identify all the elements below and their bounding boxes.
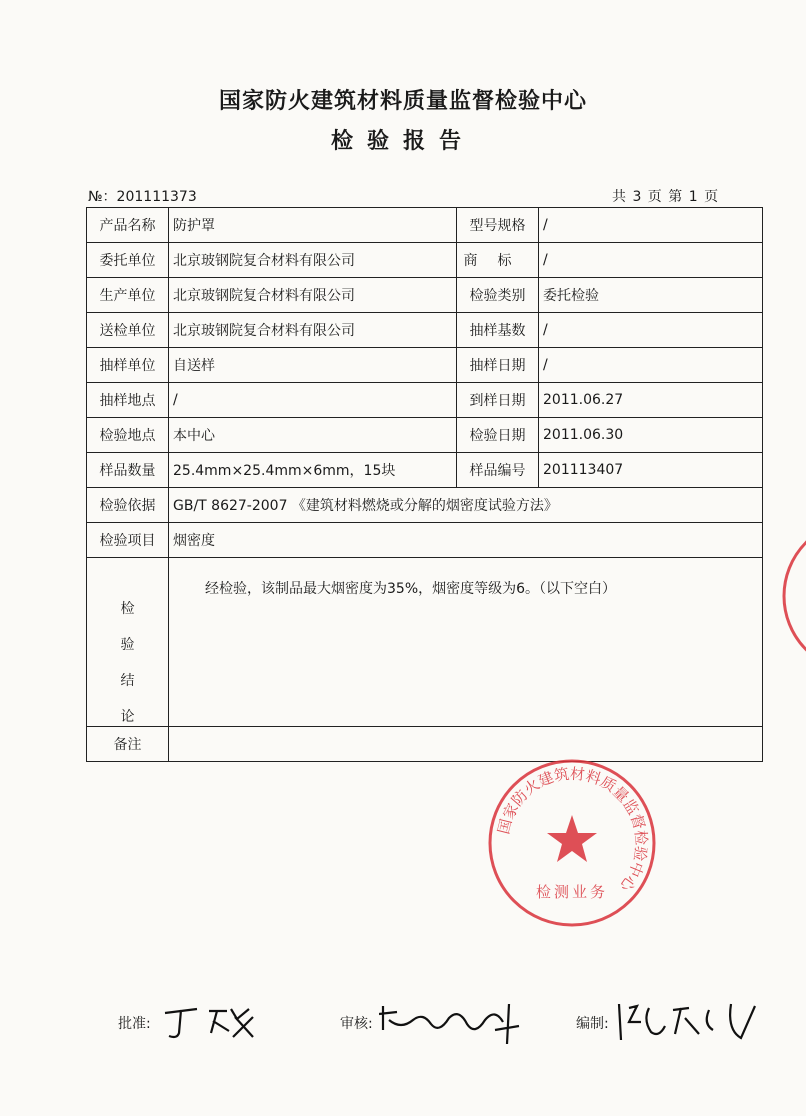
basis-value: GB/T 8627-2007 《建筑材料燃烧或分解的烟密度试验方法》 <box>169 488 763 523</box>
field-label: 抽样日期 <box>457 348 539 383</box>
report-title: 检验报告 <box>330 129 475 154</box>
field-label: 抽样基数 <box>457 313 539 348</box>
field-value: 本中心 <box>169 418 457 453</box>
conclusion-label <box>87 558 169 727</box>
table-row <box>87 208 763 243</box>
conclusion-cell <box>169 558 763 727</box>
table-row <box>87 727 763 762</box>
field-value: / <box>169 383 457 418</box>
field-value: / <box>539 348 763 383</box>
field-label: 检验地点 <box>87 418 169 453</box>
item-value: 烟密度 <box>169 523 763 558</box>
field-value: 北京玻钢院复合材料有限公司 <box>169 243 457 278</box>
table-row <box>87 278 763 313</box>
approve-label: 批准: <box>118 1016 151 1032</box>
review-field <box>340 1003 529 1043</box>
official-seal-stamp <box>486 757 658 929</box>
reviewer-signature <box>379 1000 529 1046</box>
approver-signature <box>157 1003 267 1043</box>
table-row <box>87 243 763 278</box>
field-label: 产品名称 <box>87 208 169 243</box>
field-value: 25.4mm×25.4mm×6mm，15块 <box>169 453 457 488</box>
edge-seal-ring <box>784 520 806 672</box>
field-label: 样品编号 <box>457 453 539 488</box>
field-label: 抽样单位 <box>87 348 169 383</box>
org-title: 国家防火建筑材料质量监督检验中心 <box>218 89 587 114</box>
table-row <box>87 453 763 488</box>
field-label: 样品数量 <box>87 453 169 488</box>
conclusion-label-char: 结 <box>120 673 135 689</box>
conclusion-label-char: 检 <box>120 601 135 617</box>
conclusion-label-char: 验 <box>120 637 135 653</box>
conclusion-text: 经检验，该制品最大烟密度为35%，烟密度等级为6。（以下空白） <box>205 581 617 597</box>
seal-inner-text: 检测业务 <box>535 883 609 901</box>
field-label: 到样日期 <box>457 383 539 418</box>
field-label: 检验类别 <box>457 278 539 313</box>
field-label: 委托单位 <box>87 243 169 278</box>
table-row <box>87 348 763 383</box>
table-row <box>87 313 763 348</box>
field-value: 2011.06.30 <box>539 418 763 453</box>
conclusion-row <box>87 558 763 727</box>
compiler-signature <box>615 1000 765 1046</box>
compile-label: 编制: <box>576 1016 609 1032</box>
field-label: 检验日期 <box>457 418 539 453</box>
conclusion-label-char: 论 <box>120 709 135 725</box>
remarks-value <box>169 727 763 762</box>
seal-ring-text: 国家防火建筑材料质量监督检验中心 <box>494 764 651 895</box>
doc-number: №：201111373 <box>88 189 197 205</box>
field-label: 生产单位 <box>87 278 169 313</box>
seal-star-icon <box>547 815 597 862</box>
table-row <box>87 383 763 418</box>
field-value: 2011.06.27 <box>539 383 763 418</box>
approve-field <box>118 1003 267 1043</box>
field-value: 201113407 <box>539 453 763 488</box>
field-value: 北京玻钢院复合材料有限公司 <box>169 278 457 313</box>
table-row <box>87 523 763 558</box>
field-value: / <box>539 243 763 278</box>
signature-footer <box>0 1003 806 1053</box>
field-value: / <box>539 208 763 243</box>
review-label: 审核: <box>340 1016 373 1032</box>
edge-seal-stamp <box>780 516 806 676</box>
field-value: 北京玻钢院复合材料有限公司 <box>169 313 457 348</box>
compile-field <box>576 1003 765 1043</box>
basis-label: 检验依据 <box>87 488 169 523</box>
page-info: 共 3 页 第 1 页 <box>612 189 720 205</box>
remarks-label: 备注 <box>87 727 169 762</box>
field-value: 防护罩 <box>169 208 457 243</box>
field-value: / <box>539 313 763 348</box>
report-table <box>86 207 763 762</box>
table-row <box>87 418 763 453</box>
field-label: 型号规格 <box>457 208 539 243</box>
field-label: 送检单位 <box>87 313 169 348</box>
item-label: 检验项目 <box>87 523 169 558</box>
table-row <box>87 488 763 523</box>
field-value: 自送样 <box>169 348 457 383</box>
field-value: 委托检验 <box>539 278 763 313</box>
field-label: 商标 <box>457 243 539 278</box>
field-label: 抽样地点 <box>87 383 169 418</box>
